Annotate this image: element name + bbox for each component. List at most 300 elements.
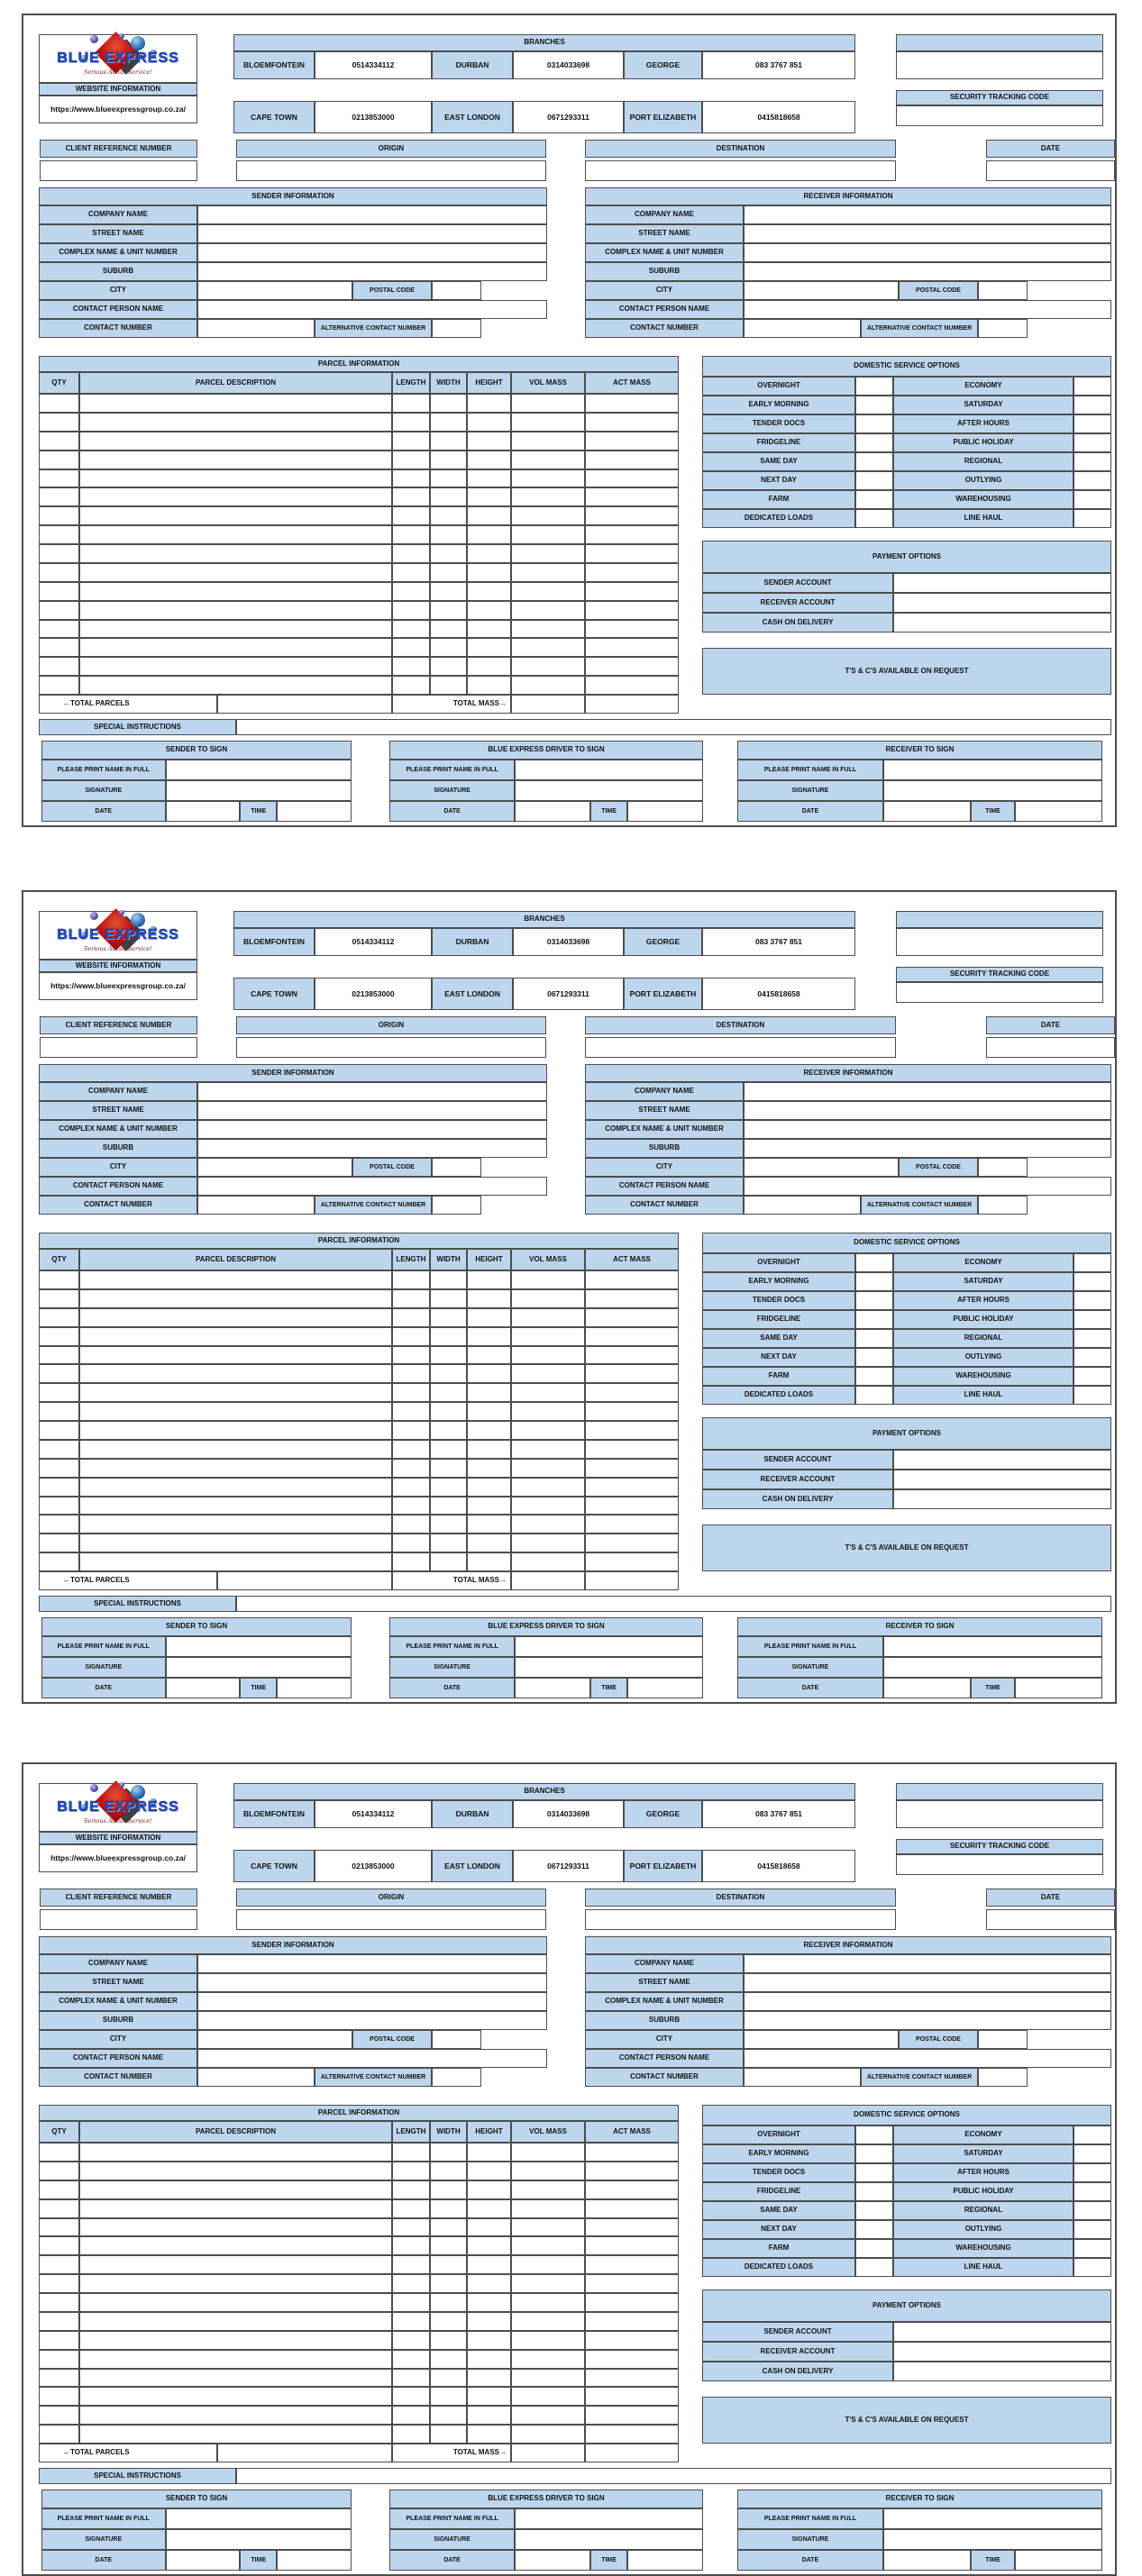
receiver-city-field[interactable] (744, 1158, 899, 1177)
sender-contact-number-field[interactable] (197, 2068, 315, 2087)
parcel-cell[interactable] (392, 1346, 430, 1365)
sender-print-name-field[interactable] (166, 2508, 352, 2529)
parcel-cell[interactable] (585, 394, 679, 413)
parcel-cell[interactable] (430, 2369, 467, 2388)
parcel-cell[interactable] (585, 1289, 679, 1308)
parcel-cell[interactable] (39, 1327, 79, 1346)
parcel-cell[interactable] (39, 1402, 79, 1421)
parcel-cell[interactable] (79, 525, 392, 544)
parcel-cell[interactable] (392, 1383, 430, 1402)
driver-signature-field[interactable] (515, 2529, 703, 2550)
sender-date-field[interactable] (166, 2550, 241, 2571)
service-checkbox[interactable] (855, 414, 893, 433)
sender-city-field[interactable] (197, 1158, 352, 1177)
parcel-cell[interactable] (467, 676, 511, 695)
parcel-cell[interactable] (430, 487, 467, 506)
service-checkbox[interactable] (855, 2220, 893, 2239)
parcel-cell[interactable] (430, 1270, 467, 1289)
parcel-cell[interactable] (430, 394, 467, 413)
parcel-cell[interactable] (467, 1478, 511, 1497)
parcel-cell[interactable] (79, 413, 392, 432)
payment-option-checkbox[interactable] (893, 1450, 1111, 1470)
total-parcels-field[interactable] (217, 2444, 392, 2462)
parcel-cell[interactable] (467, 1497, 511, 1516)
receiver-signature-field[interactable] (883, 2529, 1102, 2550)
parcel-cell[interactable] (430, 2255, 467, 2274)
parcel-cell[interactable] (392, 2406, 430, 2425)
receiver-street-name-field[interactable] (744, 1101, 1111, 1120)
parcel-cell[interactable] (511, 1478, 585, 1497)
parcel-cell[interactable] (467, 1383, 511, 1402)
tracking-label-field[interactable] (896, 928, 1103, 956)
parcel-cell[interactable] (430, 544, 467, 563)
service-checkbox[interactable] (1073, 452, 1111, 471)
receiver-complex-field[interactable] (744, 243, 1111, 262)
service-checkbox[interactable] (1073, 1272, 1111, 1291)
parcel-cell[interactable] (430, 657, 467, 676)
parcel-cell[interactable] (39, 544, 79, 563)
parcel-cell[interactable] (392, 1421, 430, 1440)
parcel-cell[interactable] (467, 469, 511, 488)
parcel-cell[interactable] (79, 2425, 392, 2444)
parcel-cell[interactable] (430, 2425, 467, 2444)
parcel-cell[interactable] (467, 1515, 511, 1534)
parcel-cell[interactable] (39, 525, 79, 544)
parcel-cell[interactable] (467, 1440, 511, 1459)
parcel-cell[interactable] (511, 676, 585, 695)
parcel-cell[interactable] (430, 1534, 467, 1552)
service-checkbox[interactable] (855, 509, 893, 528)
service-checkbox[interactable] (855, 2182, 893, 2201)
parcel-cell[interactable] (430, 2236, 467, 2255)
parcel-cell[interactable] (585, 582, 679, 601)
parcel-cell[interactable] (79, 2312, 392, 2331)
parcel-cell[interactable] (430, 1383, 467, 1402)
service-checkbox[interactable] (1073, 2182, 1111, 2201)
parcel-cell[interactable] (79, 620, 392, 639)
parcel-cell[interactable] (392, 1402, 430, 1421)
service-checkbox[interactable] (1073, 2163, 1111, 2182)
parcel-cell[interactable] (585, 1327, 679, 1346)
total-vol-mass-field[interactable] (511, 695, 585, 714)
parcel-cell[interactable] (585, 2218, 679, 2237)
parcel-cell[interactable] (430, 676, 467, 695)
service-checkbox[interactable] (1073, 2125, 1111, 2144)
driver-time-field[interactable] (627, 801, 703, 822)
parcel-cell[interactable] (511, 2199, 585, 2218)
receiver-street-name-field[interactable] (744, 224, 1111, 243)
sender-contact-person-field[interactable] (197, 2049, 547, 2068)
payment-option-checkbox[interactable] (893, 613, 1111, 633)
parcel-cell[interactable] (392, 2293, 430, 2312)
parcel-cell[interactable] (430, 2312, 467, 2331)
parcel-cell[interactable] (467, 1459, 511, 1478)
parcel-cell[interactable] (392, 601, 430, 620)
parcel-cell[interactable] (79, 394, 392, 413)
parcel-cell[interactable] (430, 506, 467, 525)
payment-option-checkbox[interactable] (893, 2322, 1111, 2342)
parcel-cell[interactable] (511, 1534, 585, 1552)
parcel-cell[interactable] (39, 2350, 79, 2369)
receiver-time-field[interactable] (1015, 2550, 1102, 2571)
parcel-cell[interactable] (511, 487, 585, 506)
driver-print-name-field[interactable] (515, 1636, 703, 1657)
parcel-cell[interactable] (585, 2143, 679, 2162)
sender-company-name-field[interactable] (197, 1082, 547, 1101)
parcel-cell[interactable] (39, 2293, 79, 2312)
parcel-cell[interactable] (511, 2387, 585, 2406)
parcel-cell[interactable] (511, 2143, 585, 2162)
parcel-cell[interactable] (511, 601, 585, 620)
special-instructions-field[interactable] (236, 2468, 1111, 2484)
parcel-cell[interactable] (39, 1364, 79, 1383)
parcel-cell[interactable] (511, 1346, 585, 1365)
parcel-cell[interactable] (79, 2369, 392, 2388)
parcel-cell[interactable] (511, 657, 585, 676)
service-checkbox[interactable] (1073, 1329, 1111, 1348)
parcel-cell[interactable] (511, 506, 585, 525)
receiver-city-field[interactable] (744, 2030, 899, 2049)
parcel-cell[interactable] (79, 1308, 392, 1327)
receiver-print-name-field[interactable] (883, 2508, 1102, 2529)
parcel-cell[interactable] (585, 432, 679, 451)
parcel-cell[interactable] (79, 2331, 392, 2350)
parcel-cell[interactable] (79, 1515, 392, 1534)
parcel-cell[interactable] (79, 1327, 392, 1346)
service-checkbox[interactable] (855, 396, 893, 414)
parcel-cell[interactable] (392, 2218, 430, 2237)
parcel-cell[interactable] (511, 2312, 585, 2331)
parcel-cell[interactable] (585, 563, 679, 582)
parcel-cell[interactable] (392, 1497, 430, 1516)
parcel-cell[interactable] (392, 506, 430, 525)
parcel-cell[interactable] (467, 2162, 511, 2180)
parcel-cell[interactable] (585, 2255, 679, 2274)
parcel-cell[interactable] (585, 544, 679, 563)
sender-signature-field[interactable] (166, 1657, 352, 1678)
parcel-cell[interactable] (585, 1270, 679, 1289)
parcel-cell[interactable] (467, 487, 511, 506)
parcel-cell[interactable] (511, 451, 585, 469)
parcel-cell[interactable] (392, 1440, 430, 1459)
parcel-cell[interactable] (585, 601, 679, 620)
parcel-cell[interactable] (585, 2274, 679, 2293)
parcel-cell[interactable] (79, 601, 392, 620)
parcel-cell[interactable] (467, 601, 511, 620)
service-checkbox[interactable] (1073, 2239, 1111, 2258)
parcel-cell[interactable] (467, 413, 511, 432)
parcel-cell[interactable] (511, 2331, 585, 2350)
parcel-cell[interactable] (79, 1346, 392, 1365)
parcel-cell[interactable] (39, 2218, 79, 2237)
parcel-cell[interactable] (511, 620, 585, 639)
parcel-cell[interactable] (79, 432, 392, 451)
parcel-cell[interactable] (511, 638, 585, 657)
service-checkbox[interactable] (855, 2163, 893, 2182)
parcel-cell[interactable] (392, 469, 430, 488)
receiver-contact-number-field[interactable] (744, 319, 861, 338)
tracking-label-field[interactable] (896, 1800, 1103, 1828)
security-tracking-field[interactable] (896, 982, 1103, 1003)
receiver-postal-code-field[interactable] (978, 2030, 1028, 2049)
driver-print-name-field[interactable] (515, 2508, 703, 2529)
receiver-signature-field[interactable] (883, 780, 1102, 801)
receiver-contact-person-field[interactable] (744, 1177, 1111, 1196)
parcel-cell[interactable] (430, 2387, 467, 2406)
service-checkbox[interactable] (1073, 1367, 1111, 1386)
parcel-cell[interactable] (39, 2406, 79, 2425)
parcel-cell[interactable] (392, 2312, 430, 2331)
parcel-cell[interactable] (585, 620, 679, 639)
receiver-alt-contact-field[interactable] (978, 319, 1028, 338)
payment-option-checkbox[interactable] (893, 2342, 1111, 2362)
parcel-cell[interactable] (467, 2274, 511, 2293)
parcel-cell[interactable] (430, 432, 467, 451)
parcel-cell[interactable] (511, 469, 585, 488)
service-checkbox[interactable] (855, 433, 893, 452)
parcel-cell[interactable] (585, 1534, 679, 1552)
parcel-cell[interactable] (430, 638, 467, 657)
sender-alt-contact-field[interactable] (432, 319, 481, 338)
total-act-mass-field[interactable] (585, 695, 679, 714)
parcel-cell[interactable] (79, 1402, 392, 1421)
service-checkbox[interactable] (855, 1348, 893, 1367)
parcel-cell[interactable] (585, 1459, 679, 1478)
parcel-cell[interactable] (39, 2312, 79, 2331)
parcel-cell[interactable] (511, 2406, 585, 2425)
parcel-cell[interactable] (392, 638, 430, 657)
parcel-cell[interactable] (39, 1552, 79, 1571)
parcel-cell[interactable] (392, 2236, 430, 2255)
parcel-cell[interactable] (430, 620, 467, 639)
sender-contact-person-field[interactable] (197, 1177, 547, 1196)
sender-complex-field[interactable] (197, 1120, 547, 1139)
receiver-contact-person-field[interactable] (744, 300, 1111, 319)
parcel-cell[interactable] (467, 2312, 511, 2331)
sender-signature-field[interactable] (166, 780, 352, 801)
receiver-postal-code-field[interactable] (978, 281, 1028, 300)
receiver-suburb-field[interactable] (744, 2011, 1111, 2030)
sender-date-field[interactable] (166, 801, 241, 822)
parcel-cell[interactable] (467, 525, 511, 544)
driver-date-field[interactable] (515, 1678, 590, 1698)
parcel-cell[interactable] (39, 2369, 79, 2388)
parcel-cell[interactable] (39, 1383, 79, 1402)
sender-date-field[interactable] (166, 1678, 241, 1698)
parcel-cell[interactable] (467, 2143, 511, 2162)
parcel-cell[interactable] (79, 2218, 392, 2237)
parcel-cell[interactable] (39, 563, 79, 582)
parcel-cell[interactable] (430, 1346, 467, 1365)
parcel-cell[interactable] (39, 2255, 79, 2274)
parcel-cell[interactable] (467, 1364, 511, 1383)
parcel-cell[interactable] (430, 2406, 467, 2425)
client-reference-field[interactable] (40, 160, 197, 181)
service-checkbox[interactable] (855, 1310, 893, 1329)
parcel-cell[interactable] (585, 2199, 679, 2218)
parcel-cell[interactable] (392, 1308, 430, 1327)
receiver-time-field[interactable] (1015, 1678, 1102, 1698)
parcel-cell[interactable] (511, 2162, 585, 2180)
parcel-cell[interactable] (467, 2199, 511, 2218)
parcel-cell[interactable] (585, 1552, 679, 1571)
parcel-cell[interactable] (511, 1270, 585, 1289)
receiver-date-field[interactable] (883, 2550, 971, 2571)
parcel-cell[interactable] (39, 1459, 79, 1478)
parcel-cell[interactable] (467, 2293, 511, 2312)
parcel-cell[interactable] (511, 1327, 585, 1346)
parcel-cell[interactable] (79, 1440, 392, 1459)
parcel-cell[interactable] (467, 2406, 511, 2425)
total-act-mass-field[interactable] (585, 1571, 679, 1590)
parcel-cell[interactable] (79, 2274, 392, 2293)
parcel-cell[interactable] (585, 469, 679, 488)
parcel-cell[interactable] (511, 525, 585, 544)
parcel-cell[interactable] (392, 1478, 430, 1497)
parcel-cell[interactable] (511, 2180, 585, 2199)
parcel-cell[interactable] (392, 487, 430, 506)
parcel-cell[interactable] (511, 2218, 585, 2237)
receiver-contact-number-field[interactable] (744, 2068, 861, 2087)
parcel-cell[interactable] (585, 2425, 679, 2444)
parcel-cell[interactable] (79, 2293, 392, 2312)
driver-date-field[interactable] (515, 801, 590, 822)
parcel-cell[interactable] (392, 620, 430, 639)
service-checkbox[interactable] (855, 2201, 893, 2220)
parcel-cell[interactable] (511, 2293, 585, 2312)
parcel-cell[interactable] (39, 2162, 79, 2180)
service-checkbox[interactable] (1073, 2144, 1111, 2163)
parcel-cell[interactable] (39, 1289, 79, 1308)
sender-suburb-field[interactable] (197, 262, 547, 281)
client-reference-field[interactable] (40, 1909, 197, 1930)
parcel-cell[interactable] (79, 2199, 392, 2218)
parcel-cell[interactable] (467, 2180, 511, 2199)
driver-time-field[interactable] (627, 1678, 703, 1698)
receiver-city-field[interactable] (744, 281, 899, 300)
parcel-cell[interactable] (39, 394, 79, 413)
service-checkbox[interactable] (855, 1367, 893, 1386)
parcel-cell[interactable] (39, 487, 79, 506)
parcel-cell[interactable] (39, 1478, 79, 1497)
parcel-cell[interactable] (467, 451, 511, 469)
service-checkbox[interactable] (855, 1253, 893, 1272)
parcel-cell[interactable] (511, 1421, 585, 1440)
special-instructions-field[interactable] (236, 1596, 1111, 1612)
parcel-cell[interactable] (430, 1459, 467, 1478)
parcel-cell[interactable] (430, 1308, 467, 1327)
parcel-cell[interactable] (79, 487, 392, 506)
parcel-cell[interactable] (511, 1459, 585, 1478)
parcel-cell[interactable] (79, 2255, 392, 2274)
sender-street-name-field[interactable] (197, 1101, 547, 1120)
sender-complex-field[interactable] (197, 1992, 547, 2011)
service-checkbox[interactable] (855, 1329, 893, 1348)
sender-time-field[interactable] (277, 2550, 352, 2571)
parcel-cell[interactable] (511, 1552, 585, 1571)
destination-field[interactable] (585, 1909, 896, 1930)
parcel-cell[interactable] (430, 1552, 467, 1571)
parcel-cell[interactable] (467, 2387, 511, 2406)
parcel-cell[interactable] (511, 1308, 585, 1327)
parcel-cell[interactable] (430, 1497, 467, 1516)
parcel-cell[interactable] (430, 451, 467, 469)
parcel-cell[interactable] (430, 1515, 467, 1534)
destination-field[interactable] (585, 1037, 896, 1058)
parcel-cell[interactable] (511, 413, 585, 432)
parcel-cell[interactable] (585, 1308, 679, 1327)
parcel-cell[interactable] (585, 1440, 679, 1459)
parcel-cell[interactable] (585, 2331, 679, 2350)
parcel-cell[interactable] (430, 563, 467, 582)
parcel-cell[interactable] (585, 1478, 679, 1497)
parcel-cell[interactable] (467, 1308, 511, 1327)
parcel-cell[interactable] (392, 525, 430, 544)
origin-field[interactable] (236, 160, 546, 181)
parcel-cell[interactable] (430, 1402, 467, 1421)
parcel-cell[interactable] (392, 1270, 430, 1289)
parcel-cell[interactable] (585, 487, 679, 506)
parcel-cell[interactable] (392, 544, 430, 563)
service-checkbox[interactable] (855, 1272, 893, 1291)
parcel-cell[interactable] (39, 1308, 79, 1327)
parcel-cell[interactable] (39, 413, 79, 432)
parcel-cell[interactable] (39, 638, 79, 657)
parcel-cell[interactable] (79, 2162, 392, 2180)
service-checkbox[interactable] (855, 2258, 893, 2277)
parcel-cell[interactable] (79, 1421, 392, 1440)
receiver-alt-contact-field[interactable] (978, 1196, 1028, 1215)
sender-suburb-field[interactable] (197, 2011, 547, 2030)
parcel-cell[interactable] (392, 2331, 430, 2350)
service-checkbox[interactable] (1073, 509, 1111, 528)
receiver-print-name-field[interactable] (883, 760, 1102, 780)
parcel-cell[interactable] (79, 1478, 392, 1497)
parcel-cell[interactable] (467, 563, 511, 582)
parcel-cell[interactable] (511, 1515, 585, 1534)
service-checkbox[interactable] (1073, 490, 1111, 509)
parcel-cell[interactable] (585, 1515, 679, 1534)
parcel-cell[interactable] (511, 582, 585, 601)
parcel-cell[interactable] (39, 1497, 79, 1516)
parcel-cell[interactable] (467, 1421, 511, 1440)
driver-date-field[interactable] (515, 2550, 590, 2571)
parcel-cell[interactable] (392, 657, 430, 676)
parcel-cell[interactable] (79, 657, 392, 676)
destination-field[interactable] (585, 160, 896, 181)
service-checkbox[interactable] (855, 1291, 893, 1310)
parcel-cell[interactable] (511, 432, 585, 451)
date-field[interactable] (986, 1037, 1115, 1058)
parcel-cell[interactable] (585, 413, 679, 432)
parcel-cell[interactable] (430, 469, 467, 488)
client-reference-field[interactable] (40, 1037, 197, 1058)
parcel-cell[interactable] (467, 1289, 511, 1308)
parcel-cell[interactable] (392, 2350, 430, 2369)
parcel-cell[interactable] (79, 506, 392, 525)
parcel-cell[interactable] (585, 1421, 679, 1440)
service-checkbox[interactable] (1073, 1291, 1111, 1310)
receiver-time-field[interactable] (1015, 801, 1102, 822)
parcel-cell[interactable] (79, 2387, 392, 2406)
sender-alt-contact-field[interactable] (432, 2068, 481, 2087)
parcel-cell[interactable] (39, 2425, 79, 2444)
service-checkbox[interactable] (1073, 471, 1111, 490)
parcel-cell[interactable] (430, 1289, 467, 1308)
parcel-cell[interactable] (79, 1497, 392, 1516)
service-checkbox[interactable] (1073, 2220, 1111, 2239)
receiver-suburb-field[interactable] (744, 1139, 1111, 1158)
